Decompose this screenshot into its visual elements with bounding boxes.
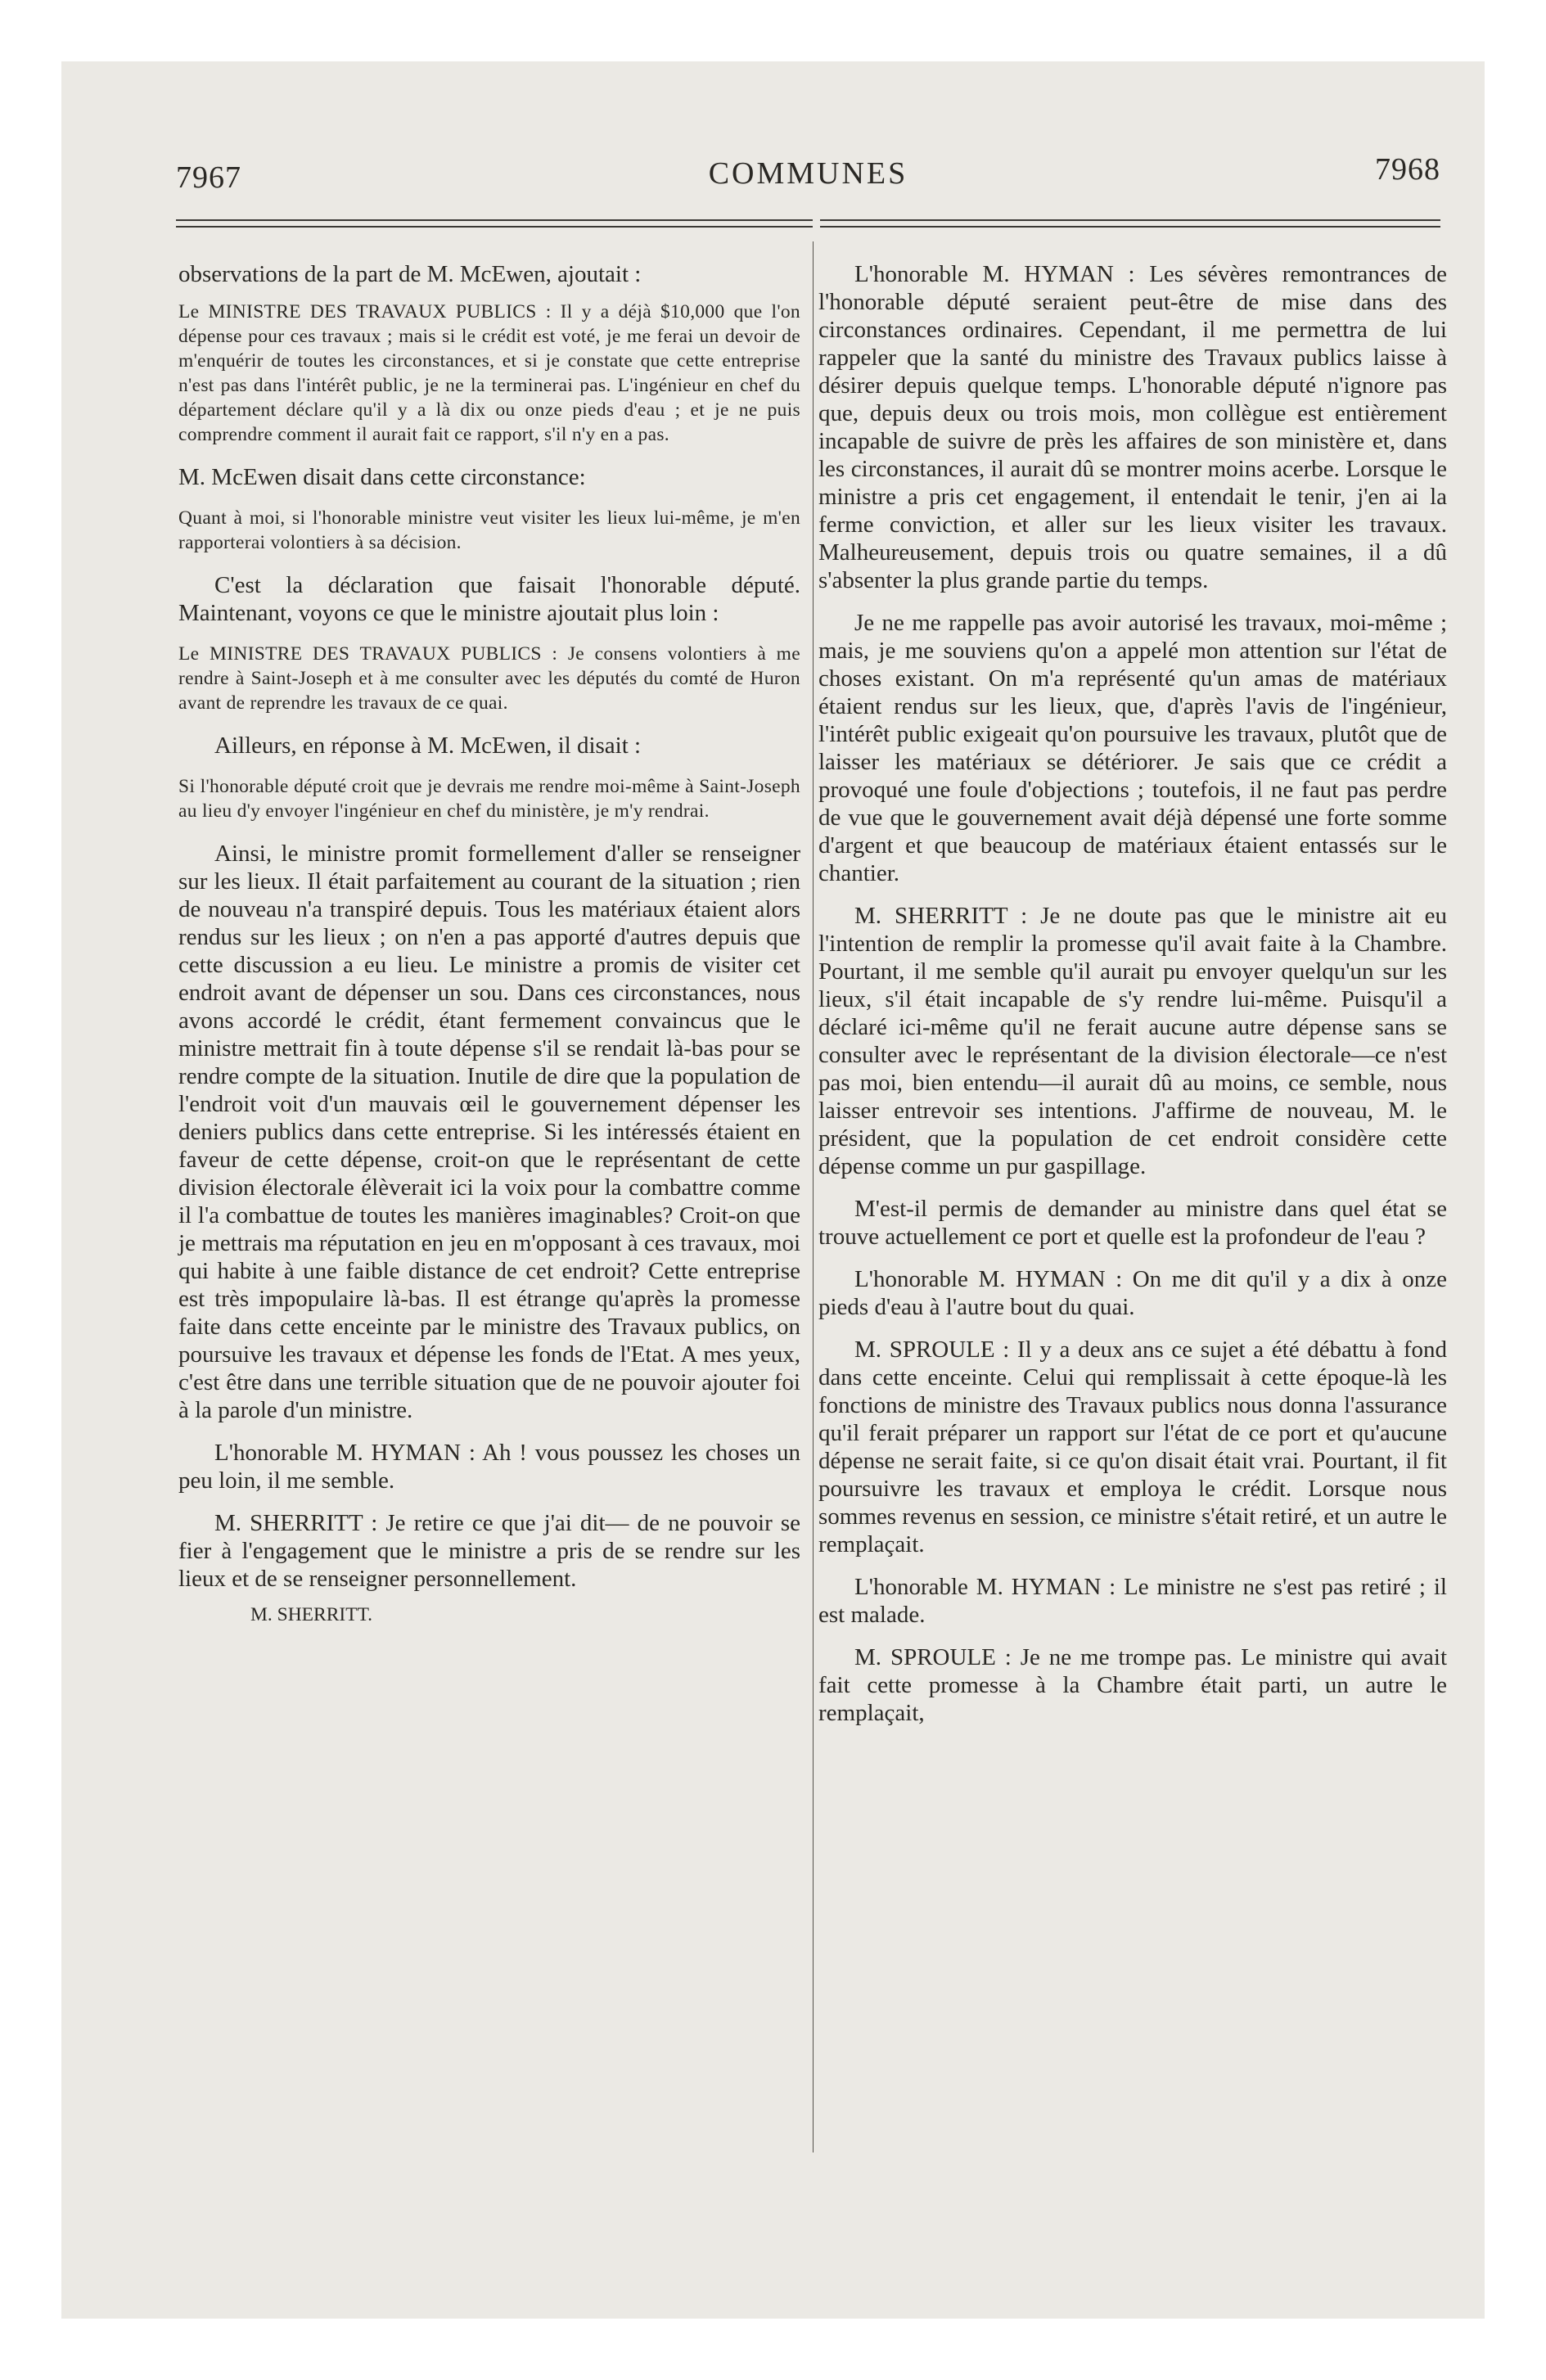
paragraph: Ainsi, le ministre promit formellement d'aller se renseigner sur les lieux. Il était parfaitement au courant de la situation ; rien de nouveau n'a transpiré depuis. Tous les matériaux étaient alors rendus sur les lieux ; on n'en a pas apporté d'autres depuis que cette discussion a eu lieu. Le ministre a promis de visiter cet endroit avant de dépenser un sou. Dans ces circonstances, nous avons accordé le crédit, étant fermement convaincus que le ministre mettrait fin à toute dépense s'il se rendait là-bas pour se rendre compte de la situation. Inutile de dire que la population de l'endroit voit d'un mauvais œil le gouvernement dépenser les deniers publics dans cette entreprise. Si les intéressés étaient en faveur de cette dépense, croit-on que le représentant de cette division électorale élèverait ici la voix pour la combattre comme il l'a combattue de toutes les manières imaginables? Croit-on que je mettrais ma réputation en jeu en m'opposant à ces travaux, moi qui habite à une faible distance de cet endroit? Cette entreprise est très impopulaire là-bas. Il est étrange qu'après la promesse faite dans cette enceinte par le ministre des Travaux publics, on poursuive les travaux et dépense les fonds de l'Etat. A mes yeux, c'est être dans une terrible situation que de ne pouvoir ajouter foi à la parole d'un ministre. (178, 841, 800, 1423)
paragraph: L'honorable M. HYMAN : Ah ! vous poussez les choses un peu loin, il me semble. (178, 1440, 800, 1494)
paragraph: Ailleurs, en réponse à M. McEwen, il disait : (214, 732, 642, 759)
paragraph: Je ne me rappelle pas avoir autorisé les travaux, moi-même ; mais, je me souviens qu'on a appelé mon attention sur l'état de choses existant. On m'a représenté qu'un amas de matériaux étaient rendus sur les lieux, que, d'après l'avis de l'ingénieur, l'intérêt public exigeait qu'on poursuive les travaux, plutôt que de laisser les matériaux se détériorer. Je sais que ce crédit a provoqué une foule d'objections ; toutefois, il ne faut pas perdre de vue que le gouvernement avait déjà dépensé une forte somme d'argent et que beaucoup de matériaux étaient entassés sur le chantier. (818, 610, 1447, 886)
paragraph: observations de la part de M. McEwen, ajoutait : (178, 261, 642, 287)
paragraph: M. SHERRITT : Je retire ce que j'ai dit— de ne pouvoir se fier à l'engagement que le ministre a pris de se rendre sur les lieux et de se renseigner personnellement. (178, 1510, 800, 1592)
paragraph: L'honorable M. HYMAN : On me dit qu'il y a dix à onze pieds d'eau à l'autre bout du quai. (818, 1266, 1447, 1320)
quoted-passage: Si l'honorable député croit que je devrais me rendre moi-même à Saint-Joseph au lieu d'y envoyer l'ingénieur en chef du ministère, je m'y rendrai. (178, 776, 800, 822)
right-column (818, 260, 1447, 1742)
page-number-right: 7968 (1375, 152, 1440, 187)
paragraph: M. McEwen disait dans cette circonstance: (178, 464, 586, 490)
quoted-passage: Le MINISTRE DES TRAVAUX PUBLICS : Je consens volontiers à me rendre à Saint-Joseph et à me consulter avec les députés du comté de Huron avant de reprendre les travaux de ce quai. (178, 643, 800, 714)
left-column (178, 260, 800, 1642)
paragraph: C'est la déclaration que faisait l'honorable député. Maintenant, voyons ce que le ministre ajoutait plus loin : (178, 572, 800, 626)
header-rule-left (176, 219, 813, 228)
quoted-passage: Quant à moi, si l'honorable ministre veut visiter les lieux lui-même, je m'en rapporterai volontiers à sa décision. (178, 507, 800, 553)
paragraph: M. SHERRITT : Je ne doute pas que le ministre ait eu l'intention de remplir la promesse qu'il avait faite à la Chambre. Pourtant, il me semble qu'il aurait pu envoyer quelqu'un sur les lieux, s'il était incapable de s'y rendre lui-même. Puisqu'il a déclaré ici-même qu'il ne ferait aucune autre dépense sans se consulter avec le représentant de la division électorale—ce n'est pas moi, bien entendu—il aurait dû au moins, ce semble, nous laisser entrevoir ses intentions. J'affirme de nouveau, M. le président, que la population de cet endroit considère cette dépense comme un pur gaspillage. (818, 903, 1447, 1179)
running-head: COMMUNES (708, 156, 908, 191)
paragraph: M. SPROULE : Je ne me trompe pas. Le ministre qui avait fait cette promesse à la Chambre était parti, un autre le remplaçait, (818, 1644, 1447, 1726)
header-rule-right (820, 219, 1440, 228)
page-header (176, 151, 1440, 201)
column-divider (813, 241, 814, 2152)
paragraph: L'honorable M. HYMAN : Les sévères remontrances de l'honorable député seraient peut-être de mise dans des circonstances ordinaires. Cependant, il me permettra de lui rappeler que la santé du ministre des Travaux publics laisse à désirer depuis quelque temps. L'honorable député n'ignore pas que, depuis deux ou trois mois, mon collègue est entièrement incapable de suivre de près les affaires de son ministère et, dans les circonstances, il aurait dû se montrer moins acerbe. Lorsque le ministre a pris cet engagement, il entendait le tenir, j'en ai la ferme conviction, et aller sur les lieux visiter les travaux. Malheureusement, depuis trois ou quatre semaines, il a dû s'absenter la plus grande partie du temps. (818, 261, 1447, 593)
signature: M. SHERRITT. (250, 1604, 373, 1625)
paragraph: M. SPROULE : Il y a deux ans ce sujet a été débattu à fond dans cette enceinte. Celui qui remplissait à cette époque-là les fonctions de ministre des Travaux publics nous donna l'assurance qu'il ferait préparer un rapport sur l'état de ce port et qu'aucune dépense ne serait faite, si ce qu'on disait était vrai. Pourtant, il fit poursuivre les travaux et employa le crédit. Lorsque nous sommes revenus en session, ce ministre s'était retiré, et un autre le remplaçait. (818, 1336, 1447, 1557)
paragraph: L'honorable M. HYMAN : Le ministre ne s'est pas retiré ; il est malade. (818, 1574, 1447, 1628)
quoted-passage: Le MINISTRE DES TRAVAUX PUBLICS : Il y a déjà $10,000 que l'on dépense pour ces travaux ; mais si le crédit est voté, je me ferai un devoir de m'enquérir de toutes les circonstances, et si je constate que cette entreprise n'est pas dans l'intérêt public, je ne la terminerai pas. L'ingénieur en chef du département déclare qu'il y a là dix ou onze pieds d'eau ; et je ne puis comprendre comment il aurait fait ce rapport, s'il n'y en a pas. (178, 301, 800, 445)
paragraph: M'est-il permis de demander au ministre dans quel état se trouve actuellement ce port et quelle est la profondeur de l'eau ? (818, 1196, 1447, 1250)
page-number-left: 7967 (176, 160, 241, 195)
